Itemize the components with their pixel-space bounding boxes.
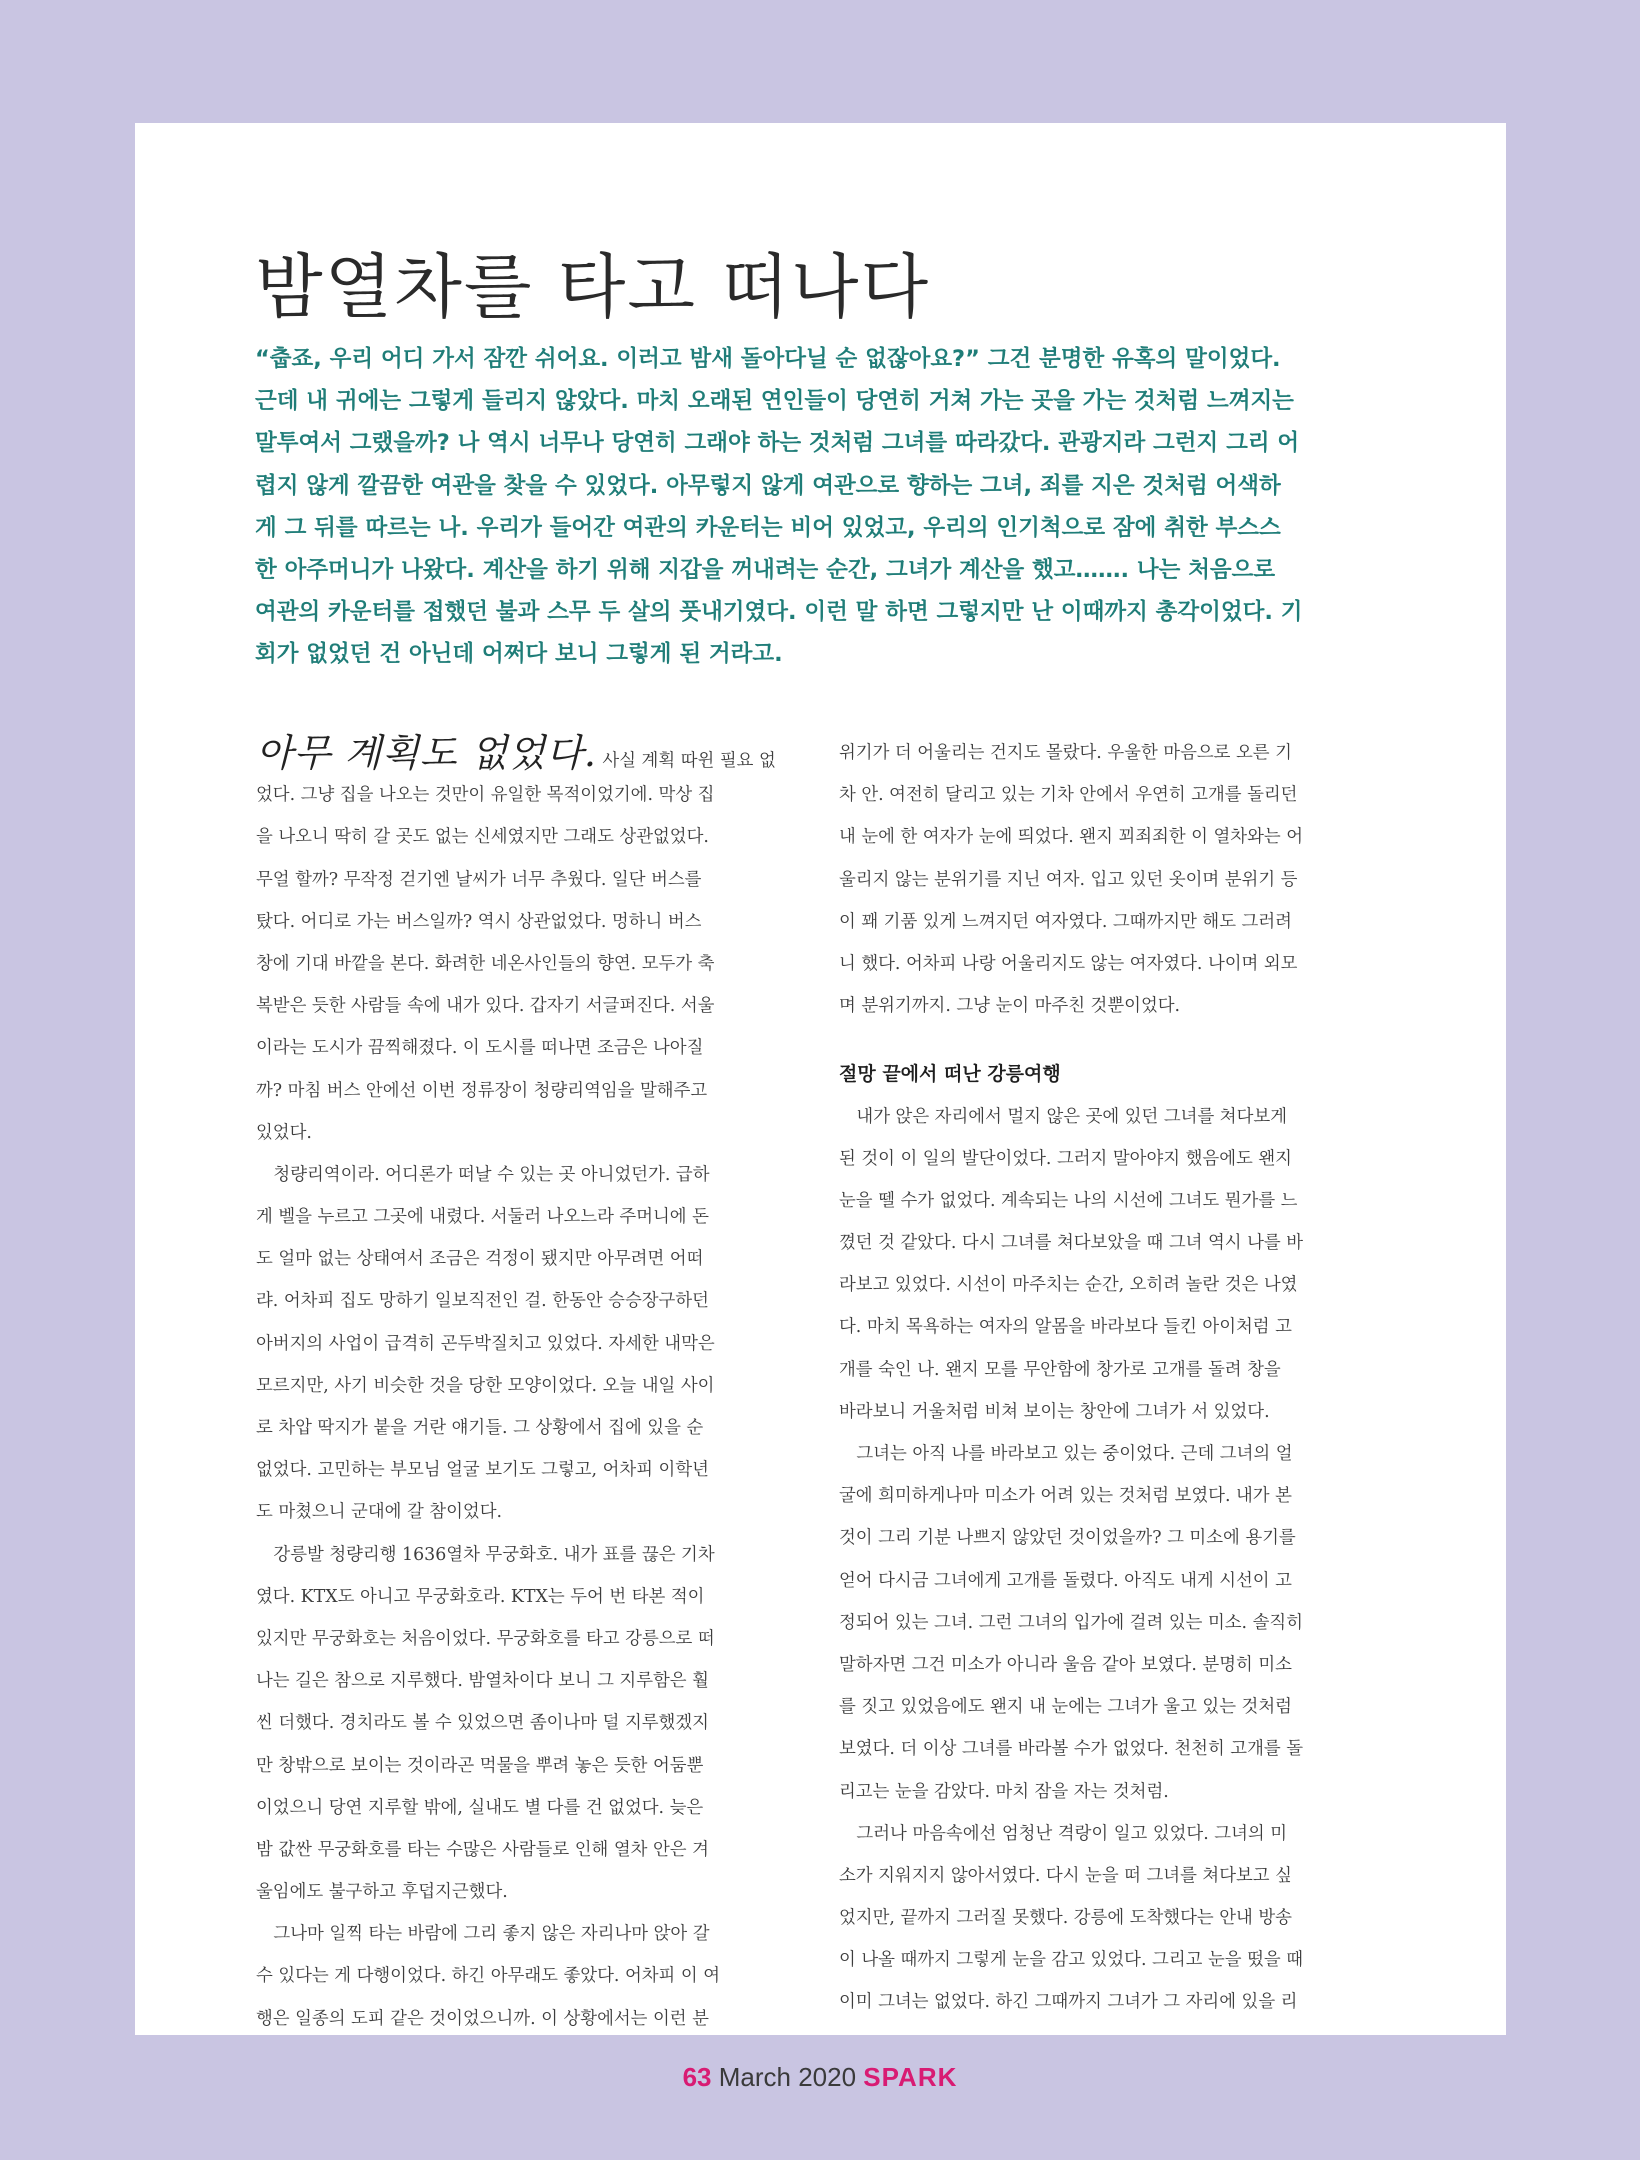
body-line: 로 차압 딱지가 붙을 거란 얘기들. 그 상황에서 집에 있을 순 — [256, 1418, 704, 1438]
body-line: 있지만 무궁화호는 처음이었다. 무궁화호를 타고 강릉으로 떠 — [256, 1628, 715, 1649]
body-line: 내 눈에 한 여자가 눈에 띄었다. 왠지 꾀죄죄한 이 열차와는 어 — [839, 827, 1303, 848]
magazine-name: SPARK — [863, 2062, 958, 2092]
page-footer — [0, 2062, 1640, 2093]
right-text-top — [839, 732, 1404, 1027]
body-line: 차 안. 여전히 달리고 있는 기차 안에서 우연히 고개를 돌리던 — [839, 785, 1298, 806]
body-line: 그나마 일찍 타는 바람에 그리 좋지 않은 자리나마 앉아 갈 — [256, 1924, 710, 1945]
article-page — [135, 123, 1506, 2035]
body-line: 개를 숙인 나. 왠지 모를 무안함에 창가로 고개를 돌려 창을 — [839, 1359, 1281, 1380]
body-line: 며 분위기까지. 그냥 눈이 마주친 것뿐이었다. — [839, 996, 1181, 1017]
first-line-rest: 사실 계획 따윈 필요 없 — [596, 751, 776, 771]
body-line: 무얼 할까? 무작정 걷기엔 날씨가 너무 추웠다. 일단 버스를 — [256, 869, 702, 890]
body-line: 게 벨을 누르고 그곳에 내렸다. 서둘러 나오느라 주머니에 돈 — [256, 1207, 709, 1228]
body-line: 이 꽤 기품 있게 느껴지던 여자였다. 그때까지만 해도 그러려 — [839, 911, 1292, 932]
lead-line: 회가 없었던 건 아닌데 어쩌다 보니 그렇게 된 거라고. — [255, 641, 783, 668]
body-column-left — [256, 732, 821, 2040]
body-line: 얻어 다시금 그녀에게 고개를 돌렸다. 아직도 내게 시선이 고 — [839, 1570, 1292, 1591]
body-line: 위기가 더 어울리는 건지도 몰랐다. 우울한 마음으로 오른 기 — [839, 743, 1292, 763]
body-line: 탔다. 어디로 가는 버스일까? 역시 상관없었다. 멍하니 버스 — [256, 911, 702, 932]
body-line: 라보고 있었다. 시선이 마주치는 순간, 오히려 놀란 것은 나였 — [839, 1275, 1298, 1296]
body-line: 정되어 있는 그녀. 그런 그녀의 입가에 걸려 있는 미소. 솔직히 — [839, 1612, 1303, 1633]
body-line: 청량리역이라. 어디론가 떠날 수 있는 곳 아니었던가. 급하 — [256, 1164, 710, 1185]
body-line: 씬 더했다. 경치라도 볼 수 있었으면 좀이나마 덜 지루했겠지 — [256, 1713, 709, 1734]
lead-line: 렵지 않게 깔끔한 여관을 찾을 수 있었다. 아무렇지 않게 여관으로 향하는 그녀, 죄를 지은 것처럼 어색하 — [255, 472, 1281, 499]
body-line: 이었으니 당연 지루할 밖에, 실내도 별 다를 건 없었다. 늦은 — [256, 1797, 704, 1818]
body-line: 나는 길은 참으로 지루했다. 밤열차이다 보니 그 지루함은 훨 — [256, 1671, 709, 1692]
body-line: 만 창밖으로 보이는 것이라곤 먹물을 뿌려 놓은 듯한 어둠뿐 — [256, 1755, 704, 1776]
body-line: 된 것이 이 일의 발단이었다. 그러지 말아야지 했음에도 왠지 — [839, 1148, 1292, 1169]
right-text-bottom — [839, 1096, 1404, 2024]
body-line: 다. 마치 목욕하는 여자의 알몸을 바라보다 들킨 아이처럼 고 — [839, 1317, 1292, 1338]
body-line: 울리지 않는 분위기를 지닌 여자. 입고 있던 옷이며 분위기 등 — [839, 869, 1298, 890]
body-line: 강릉발 청량리행 1636열차 무궁화호. 내가 표를 끊은 기차 — [256, 1544, 715, 1565]
body-line: 었지만, 끝까지 그러질 못했다. 강릉에 도착했다는 안내 방송 — [839, 1908, 1292, 1929]
body-line: 행은 일종의 도피 같은 것이었으니까. 이 상황에서는 이런 분 — [256, 2008, 709, 2029]
body-line: 도 마쳤으니 군대에 갈 참이었다. — [256, 1502, 503, 1523]
section-heading: 절망 끝에서 떠난 강릉여행 — [839, 1063, 1061, 1086]
body-line: 보였다. 더 이상 그녀를 바라볼 수가 없었다. 천천히 고개를 돌 — [839, 1739, 1303, 1760]
body-line: 있었다. — [256, 1122, 312, 1143]
body-line: 랴. 어차피 집도 망하기 일보직전인 걸. 한동안 승승장구하던 — [256, 1291, 709, 1312]
body-line: 였다. KTX도 아니고 무궁화호라. KTX는 두어 번 타본 적이 — [256, 1586, 705, 1607]
body-line: 까? 마침 버스 안에선 이번 정류장이 청량리역임을 말해주고 — [256, 1080, 708, 1101]
lead-line: 게 그 뒤를 따르는 나. 우리가 들어간 여관의 카운터는 비어 있었고, 우리의 인기척으로 잠에 취한 부스스 — [255, 514, 1281, 541]
body-column-right — [839, 732, 1404, 2024]
body-line: 이 나올 때까지 그렇게 눈을 감고 있었다. 그리고 눈을 떴을 때 — [839, 1950, 1303, 1971]
body-line: 말하자면 그건 미소가 아니라 울음 같아 보였다. 분명히 미소 — [839, 1654, 1292, 1675]
body-line: 그녀는 아직 나를 바라보고 있는 중이었다. 근데 그녀의 얼 — [839, 1444, 1293, 1465]
body-line: 를 짓고 있었음에도 왠지 내 눈에는 그녀가 울고 있는 것처럼 — [839, 1697, 1292, 1718]
body-line: 리고는 눈을 감았다. 마치 잠을 자는 것처럼. — [839, 1781, 1169, 1802]
body-line: 내가 앉은 자리에서 멀지 않은 곳에 있던 그녀를 쳐다보게 — [839, 1106, 1288, 1127]
body-line: 굴에 희미하게나마 미소가 어려 있는 것처럼 보였다. 내가 본 — [839, 1486, 1292, 1507]
body-line: 소가 지워지지 않아서였다. 다시 눈을 떠 그녀를 쳐다보고 싶 — [839, 1865, 1292, 1886]
body-line: 울임에도 불구하고 후덥지근했다. — [256, 1882, 508, 1903]
lead-paragraph — [255, 338, 1415, 676]
lead-line: 한 아주머니가 나왔다. 계산을 하기 위해 지갑을 꺼내려는 순간, 그녀가 계산을 했고……. 나는 처음으로 — [255, 557, 1276, 584]
dropcap-phrase: 아무 계획도 없었다. — [256, 731, 597, 775]
body-line: 수 있다는 게 다행이었다. 하긴 아무래도 좋았다. 어차피 이 여 — [256, 1966, 720, 1987]
issue-date: March 2020 — [718, 2062, 857, 2092]
body-line: 니 했다. 어차피 나랑 어울리지도 않는 여자였다. 나이며 외모 — [839, 953, 1298, 974]
page-number: 63 — [682, 2062, 712, 2092]
body-line: 없었다. 고민하는 부모님 얼굴 보기도 그렇고, 어차피 이학년 — [256, 1460, 709, 1481]
body-line: 모르지만, 사기 비슷한 것을 당한 모양이었다. 오늘 내일 사이 — [256, 1375, 715, 1396]
lead-line: 말투여서 그랬을까? 나 역시 너무나 당연히 그래야 하는 것처럼 그녀를 따라갔다. 관광지라 그런지 그리 어 — [255, 430, 1300, 457]
lead-line: “춥죠, 우리 어디 가서 잠깐 쉬어요. 이러고 밤새 돌아다닐 순 없잖아요?” 그건 분명한 유혹의 말이었다. — [255, 346, 1281, 372]
body-line: 이라는 도시가 끔찍해졌다. 이 도시를 떠나면 조금은 나아질 — [256, 1038, 704, 1059]
body-line: 것이 그리 기분 나쁘지 않았던 것이었을까? 그 미소에 용기를 — [839, 1528, 1296, 1549]
body-line: 아버지의 사업이 급격히 곤두박질치고 있었다. 자세한 내막은 — [256, 1333, 715, 1354]
first-line — [256, 732, 821, 774]
body-line: 눈을 뗄 수가 없었다. 계속되는 나의 시선에 그녀도 뭔가를 느 — [839, 1190, 1298, 1211]
body-line: 도 얼마 없는 상태여서 조금은 걱정이 됐지만 아무려면 어떠 — [256, 1249, 704, 1270]
body-line: 창에 기대 바깥을 본다. 화려한 네온사인들의 향연. 모두가 축 — [256, 953, 715, 974]
lead-line: 여관의 카운터를 접했던 불과 스무 두 살의 풋내기였다. 이런 말 하면 그렇지만 난 이때까지 총각이었다. 기 — [255, 599, 1303, 626]
body-line: 을 나오니 딱히 갈 곳도 없는 신세였지만 그래도 상관없었다. — [256, 827, 709, 848]
body-line: 바라보니 거울처럼 비쳐 보이는 창안에 그녀가 서 있었다. — [839, 1401, 1270, 1422]
body-line: 복받은 듯한 사람들 속에 내가 있다. 갑자기 서글퍼진다. 서울 — [256, 996, 715, 1017]
body-line: 밤 값싼 무궁화호를 타는 수많은 사람들로 인해 열차 안은 겨 — [256, 1839, 709, 1860]
body-line: 꼈던 것 같았다. 다시 그녀를 쳐다보았을 때 그녀 역시 나를 바 — [839, 1233, 1303, 1254]
body-line: 었다. 그냥 집을 나오는 것만이 유일한 목적이었기에. 막상 집 — [256, 785, 715, 806]
article-title: 밤열차를 타고 떠나다 — [255, 246, 931, 328]
lead-line: 근데 내 귀에는 그렇게 들리지 않았다. 마치 오래된 연인들이 당연히 거쳐 가는 곳을 가는 것처럼 느껴지는 — [255, 388, 1294, 415]
body-line: 이미 그녀는 없었다. 하긴 그때까지 그녀가 그 자리에 있을 리 — [839, 1992, 1298, 2013]
body-line: 그러나 마음속에선 엄청난 격랑이 일고 있었다. 그녀의 미 — [839, 1823, 1288, 1844]
